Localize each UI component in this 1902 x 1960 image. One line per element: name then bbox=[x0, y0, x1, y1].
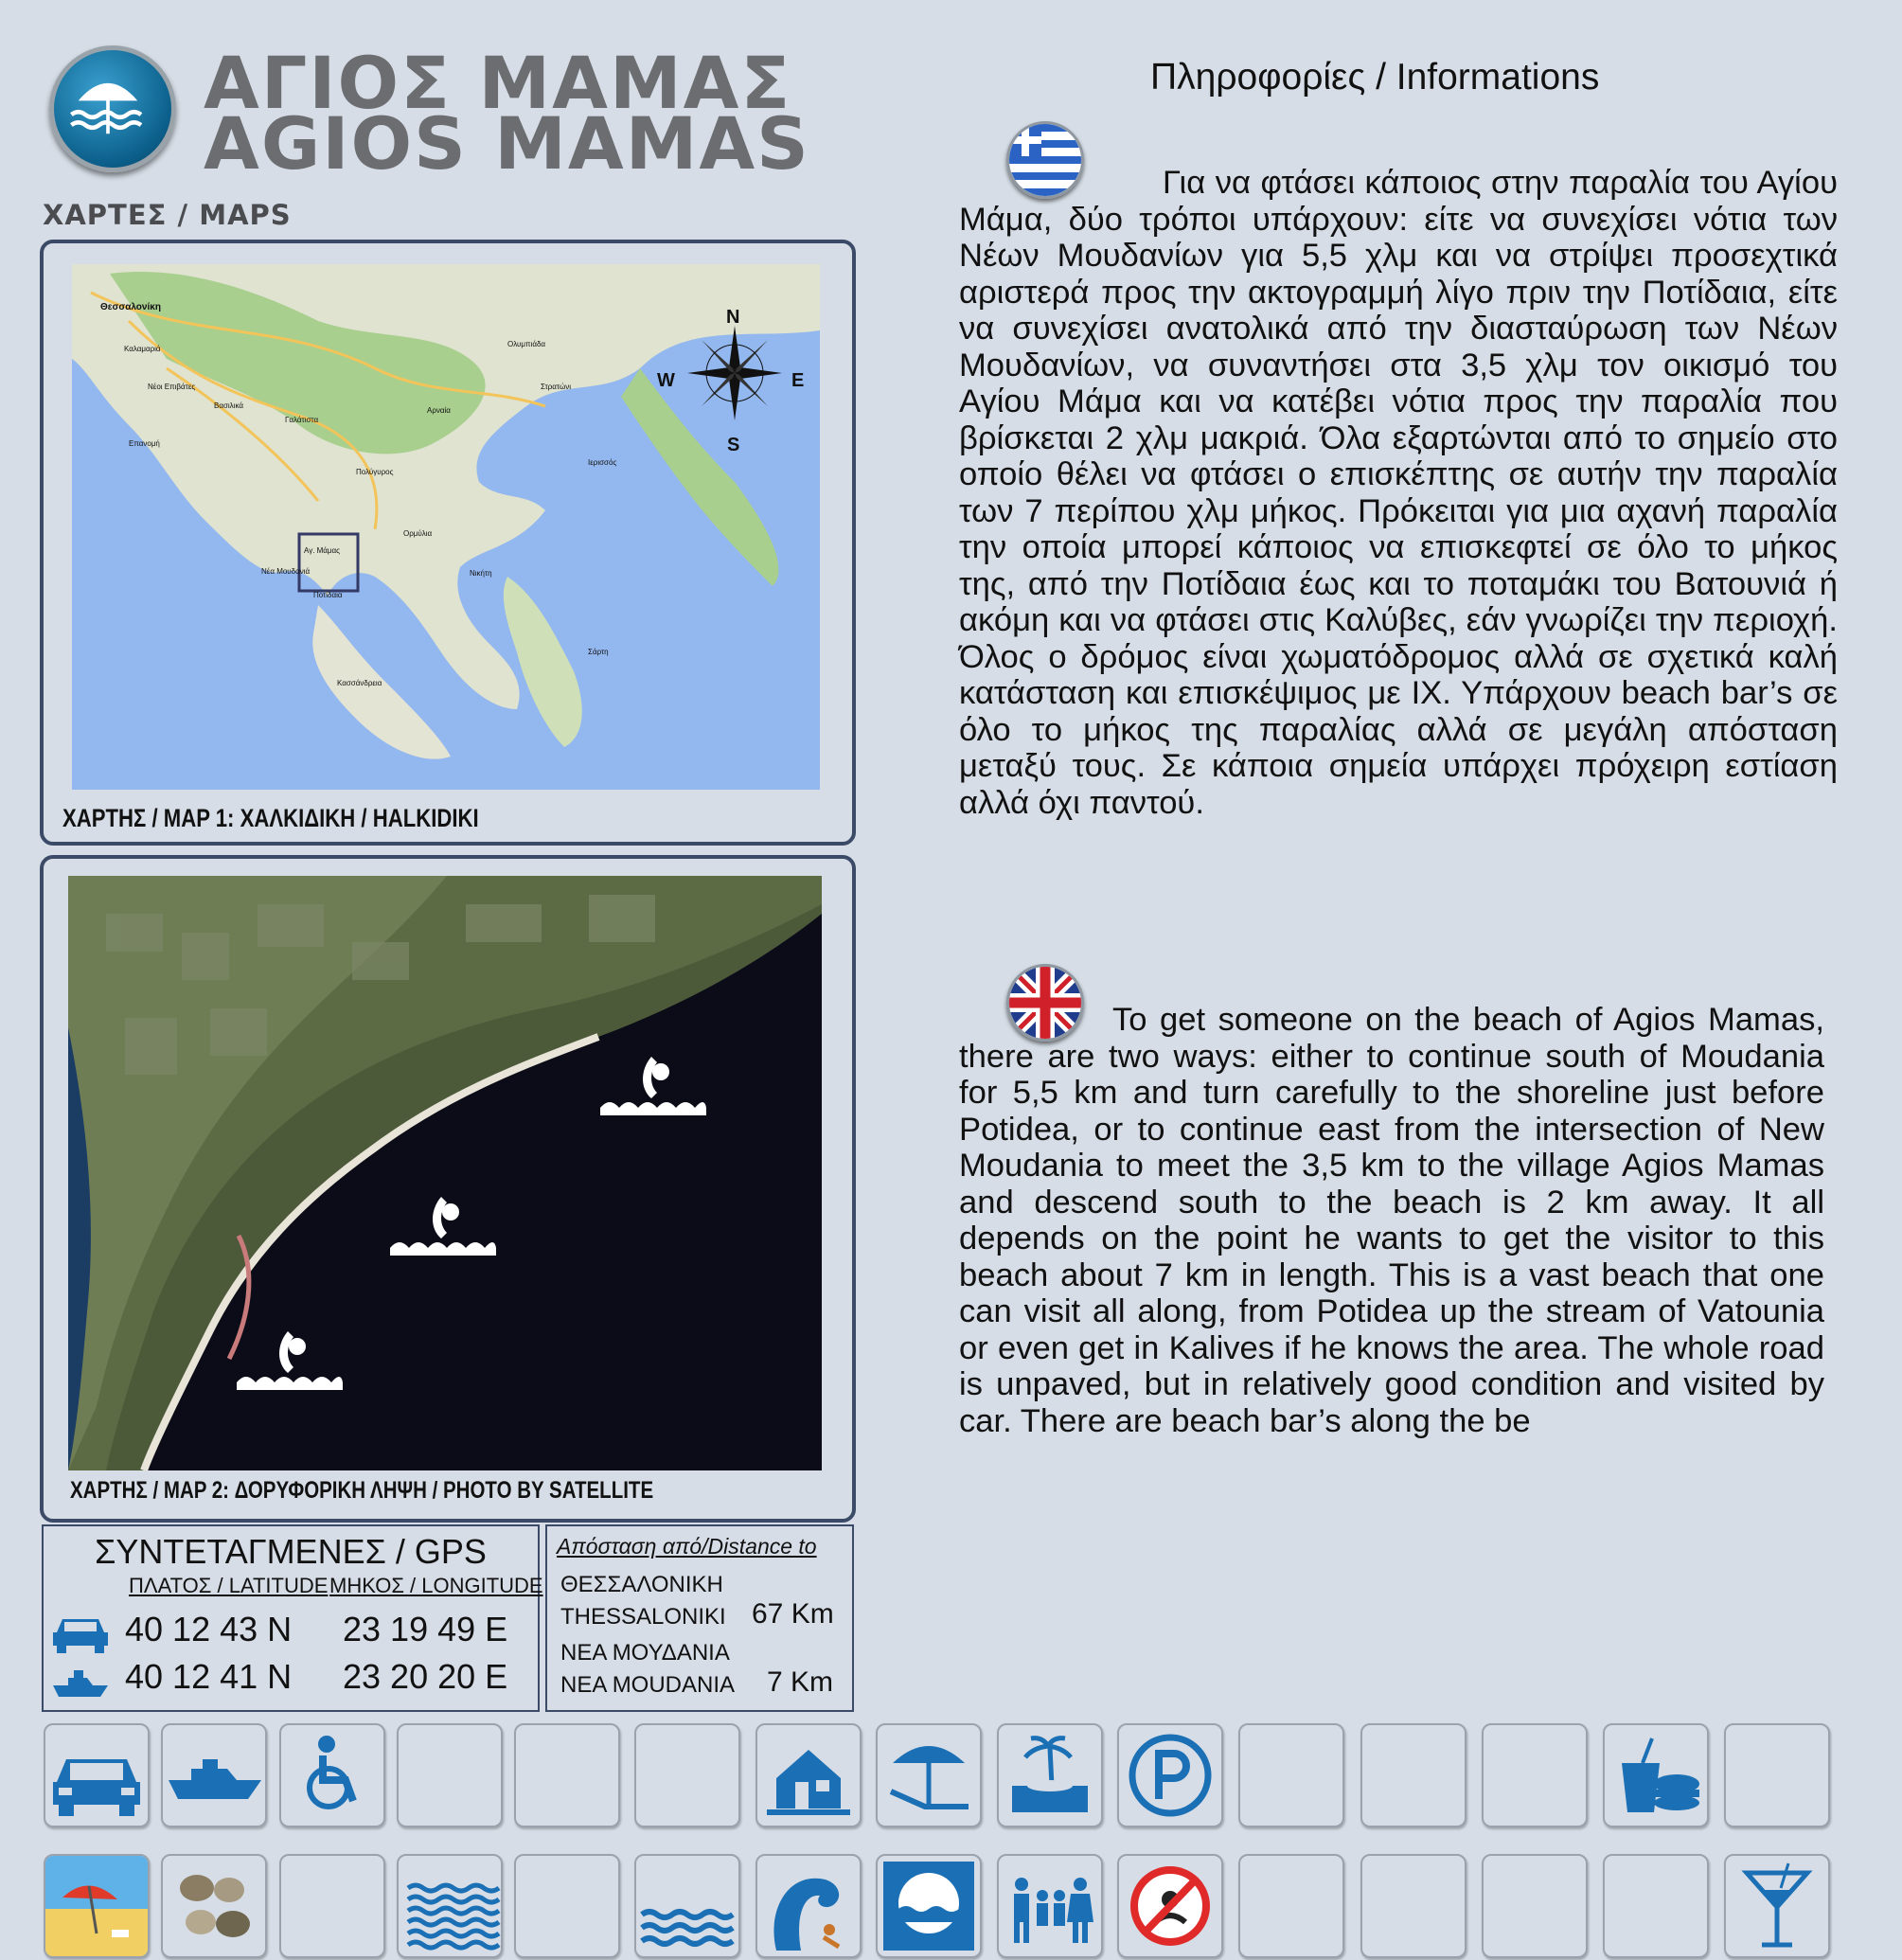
english-paragraph: To get someone on the beach of Agios Mamas, there are two ways: either to continue south of Moudania for 5,5 km and turn carefully to the shoreline just before Potidea, or to continue east from the intersection of New Moudania to meet the 3,5 km to the village Agios Mamas and descend south to the beach is 2 km away. It all depends on the point he wants to get the visitor to this beach about 7 km in length. This is a vast beach that one can visit all along, from Potidea up the stream of Vatounia or even get in Kalives if he knows the area. The whole road is unpaved, but in relatively good condition and visited by car. There are beach bar’s along the be bbox=[959, 1002, 1824, 1439]
place-neoi-epivates: Νέοι Επιβάτες bbox=[148, 383, 196, 391]
halkidiki-map[interactable] bbox=[72, 264, 820, 790]
empty-tile bbox=[514, 1854, 620, 1958]
boat-longitude: 23 20 20 E bbox=[343, 1657, 508, 1696]
empty-tile bbox=[634, 1723, 740, 1827]
house-icon bbox=[755, 1723, 862, 1827]
empty-tile bbox=[1360, 1723, 1466, 1827]
gps-title: ΣΥΝΤΕΤΑΓΜΕΝΕΣ / GPS bbox=[95, 1532, 487, 1571]
compass-e: E bbox=[791, 370, 805, 391]
greek-paragraph: Για να φτάσει κάποιος στην παραλία του Αγίου Μάμα, δύο τρόποι υπάρχουν: είτε να συνεχίσει νότια των Νέων Μουδανίων για 5,5 χλμ και να στρίψει προσεχτικά αριστερά προς την ακτογραμμή λίγο πριν την Ποτίδαια, είτε να συνεχίσει ανατολικά από την διασταύρωση των Νέων Μουδανίων, να συναντήσει στα 3,5 χλμ τον οικισμό του Αγίου Μάμα και να κατέβει νότια προς την παραλία που βρίσκεται 2 χλμ μακριά. Όλα εξαρτώνται από το σημείο στο οποίο θέλει να φτάσει ο επισκέπτης σε αυτήν την παραλία των 7 περίπου χλμ μήκος. Πρόκειται για μια αχανή παραλία την οποία μπορεί κάποιος να επισκεφτεί σε όλο το μήκος της, από την Ποτίδαια έως και το ποταμάκι του Βατουνιά ή ακόμη και να φτάσει στις Καλύβες, εάν γνωρίζει την περιοχή. Όλος ο δρόμος είναι χωματόδρομος αλλά σε σχετικά καλή κατάσταση και επισκέψιμος με ΙΧ. Υπάρχουν beach bar’s σε όλο το μήκος της παραλίας αλλά σε μεγάλη απόσταση μεταξύ τους. Σε κάποια σημεία υπάρχει πρόχειρη εστίαση αλλά όχι παντού. bbox=[959, 165, 1838, 821]
map2-panel bbox=[40, 855, 856, 1523]
distance-moudania-en: NEA MOUDANIA bbox=[560, 1672, 736, 1698]
place-epanomi: Επανομή bbox=[129, 439, 160, 448]
latitude-header: ΠΛΑΤΟΣ / LATITUDE bbox=[129, 1574, 329, 1597]
compass-s: S bbox=[727, 435, 740, 455]
place-polygyros: Πολύγυρος bbox=[356, 468, 394, 476]
compass-n: N bbox=[726, 307, 740, 328]
place-potidaia: Ποτίδαια bbox=[313, 591, 343, 599]
title-greek: ΑΓΙΟΣ ΜΑΜΑΣ bbox=[204, 41, 792, 125]
wheelchair-icon bbox=[279, 1723, 385, 1827]
boat-latitude: 40 12 41 N bbox=[125, 1657, 293, 1696]
place-galatista: Γαλάτιστα bbox=[285, 416, 319, 424]
distance-header: Απόσταση από/Distance to bbox=[557, 1534, 817, 1559]
map2-caption: ΧΑΡΤΗΣ / MAP 2: ΔΟΡΥΦΟΡΙΚΗ ΛΗΨΗ / PHOTO BY SATELLITE bbox=[70, 1477, 654, 1504]
distance-thessaloniki-en: THESSALONIKI bbox=[560, 1604, 726, 1630]
distance-moudania-km: 7 Km bbox=[767, 1666, 834, 1698]
maps-label: ΧΑΡΤΕΣ / MAPS bbox=[43, 199, 292, 231]
calm-waves-icon bbox=[634, 1854, 740, 1958]
food-drink-icon bbox=[1603, 1723, 1709, 1827]
place-nikiti: Νικήτη bbox=[470, 569, 492, 578]
family-icon bbox=[997, 1854, 1103, 1958]
place-ormylia: Ορμύλια bbox=[403, 529, 433, 538]
empty-tile bbox=[1360, 1854, 1466, 1958]
place-thessaloniki: Θεσσαλονίκη bbox=[100, 302, 161, 312]
compass-rose-icon bbox=[683, 321, 787, 425]
map1-caption: ΧΑΡΤΗΣ / MAP 1: ΧΑΛΚΙΔΙΚΗ / HALKIDIKI bbox=[62, 804, 479, 832]
island-icon bbox=[997, 1723, 1103, 1827]
car-longitude: 23 19 49 E bbox=[343, 1610, 508, 1648]
empty-tile bbox=[1482, 1723, 1588, 1827]
place-stratoni: Στρατώνι bbox=[541, 383, 571, 391]
empty-tile bbox=[1482, 1854, 1588, 1958]
info-heading: Πληροφορίες / Informations bbox=[1150, 57, 1600, 98]
map1-panel bbox=[40, 240, 856, 846]
deep-waves-icon bbox=[397, 1854, 503, 1958]
no-nudism-icon bbox=[1117, 1854, 1223, 1958]
distance-box bbox=[545, 1524, 854, 1712]
surf-wave-icon bbox=[755, 1854, 862, 1958]
sandy-beach-icon bbox=[44, 1854, 150, 1958]
car-icon bbox=[51, 1612, 110, 1653]
satellite-photo[interactable] bbox=[68, 876, 822, 1470]
place-sarti: Σάρτη bbox=[588, 648, 609, 656]
place-olympiada: Ολυμπιάδα bbox=[507, 340, 546, 348]
parking-icon bbox=[1117, 1723, 1223, 1827]
swimmer-icon bbox=[235, 1326, 345, 1390]
place-ierissos: Ιερισσός bbox=[588, 458, 617, 467]
empty-tile bbox=[1724, 1723, 1830, 1827]
boat-access-icon bbox=[161, 1723, 267, 1827]
empty-tile bbox=[1238, 1723, 1344, 1827]
compass-w: W bbox=[657, 370, 675, 391]
place-kalamaria: Καλαμαριά bbox=[124, 345, 161, 353]
place-kassandreia: Κασσάνδρεια bbox=[337, 679, 382, 687]
beach-logo-icon bbox=[49, 45, 176, 172]
empty-tile bbox=[279, 1854, 385, 1958]
blue-flag-icon bbox=[876, 1854, 982, 1958]
car-access-icon bbox=[44, 1723, 150, 1827]
gps-box bbox=[42, 1524, 543, 1712]
title-english: AGIOS MAMAS bbox=[204, 101, 810, 186]
swimmer-icon bbox=[598, 1051, 708, 1115]
empty-tile bbox=[1238, 1854, 1344, 1958]
empty-tile bbox=[514, 1723, 620, 1827]
place-ag-mamas: Αγ. Μάμας bbox=[304, 546, 341, 555]
distance-thessaloniki-gr: ΘΕΣΣΑΛΟΝΙΚΗ bbox=[560, 1572, 723, 1597]
place-arnaia: Αρναία bbox=[427, 406, 451, 415]
cocktail-icon bbox=[1724, 1854, 1830, 1958]
empty-tile bbox=[1603, 1854, 1709, 1958]
pebbles-icon bbox=[161, 1854, 267, 1958]
place-nea-moudania: Νέα Μουδανιά bbox=[261, 567, 311, 576]
swimmer-icon bbox=[388, 1191, 498, 1256]
distance-moudania-gr: ΝΕΑ ΜΟΥΔΑΝΙΑ bbox=[560, 1640, 730, 1666]
distance-thessaloniki-km: 67 Km bbox=[752, 1598, 834, 1630]
car-latitude: 40 12 43 N bbox=[125, 1610, 293, 1648]
umbrella-lounger-icon bbox=[876, 1723, 982, 1827]
place-vasilika: Βασιλικά bbox=[214, 401, 243, 410]
boat-icon bbox=[51, 1659, 110, 1701]
longitude-header: ΜΗΚΟΣ / LONGITUDE bbox=[329, 1574, 543, 1597]
empty-tile bbox=[397, 1723, 503, 1827]
